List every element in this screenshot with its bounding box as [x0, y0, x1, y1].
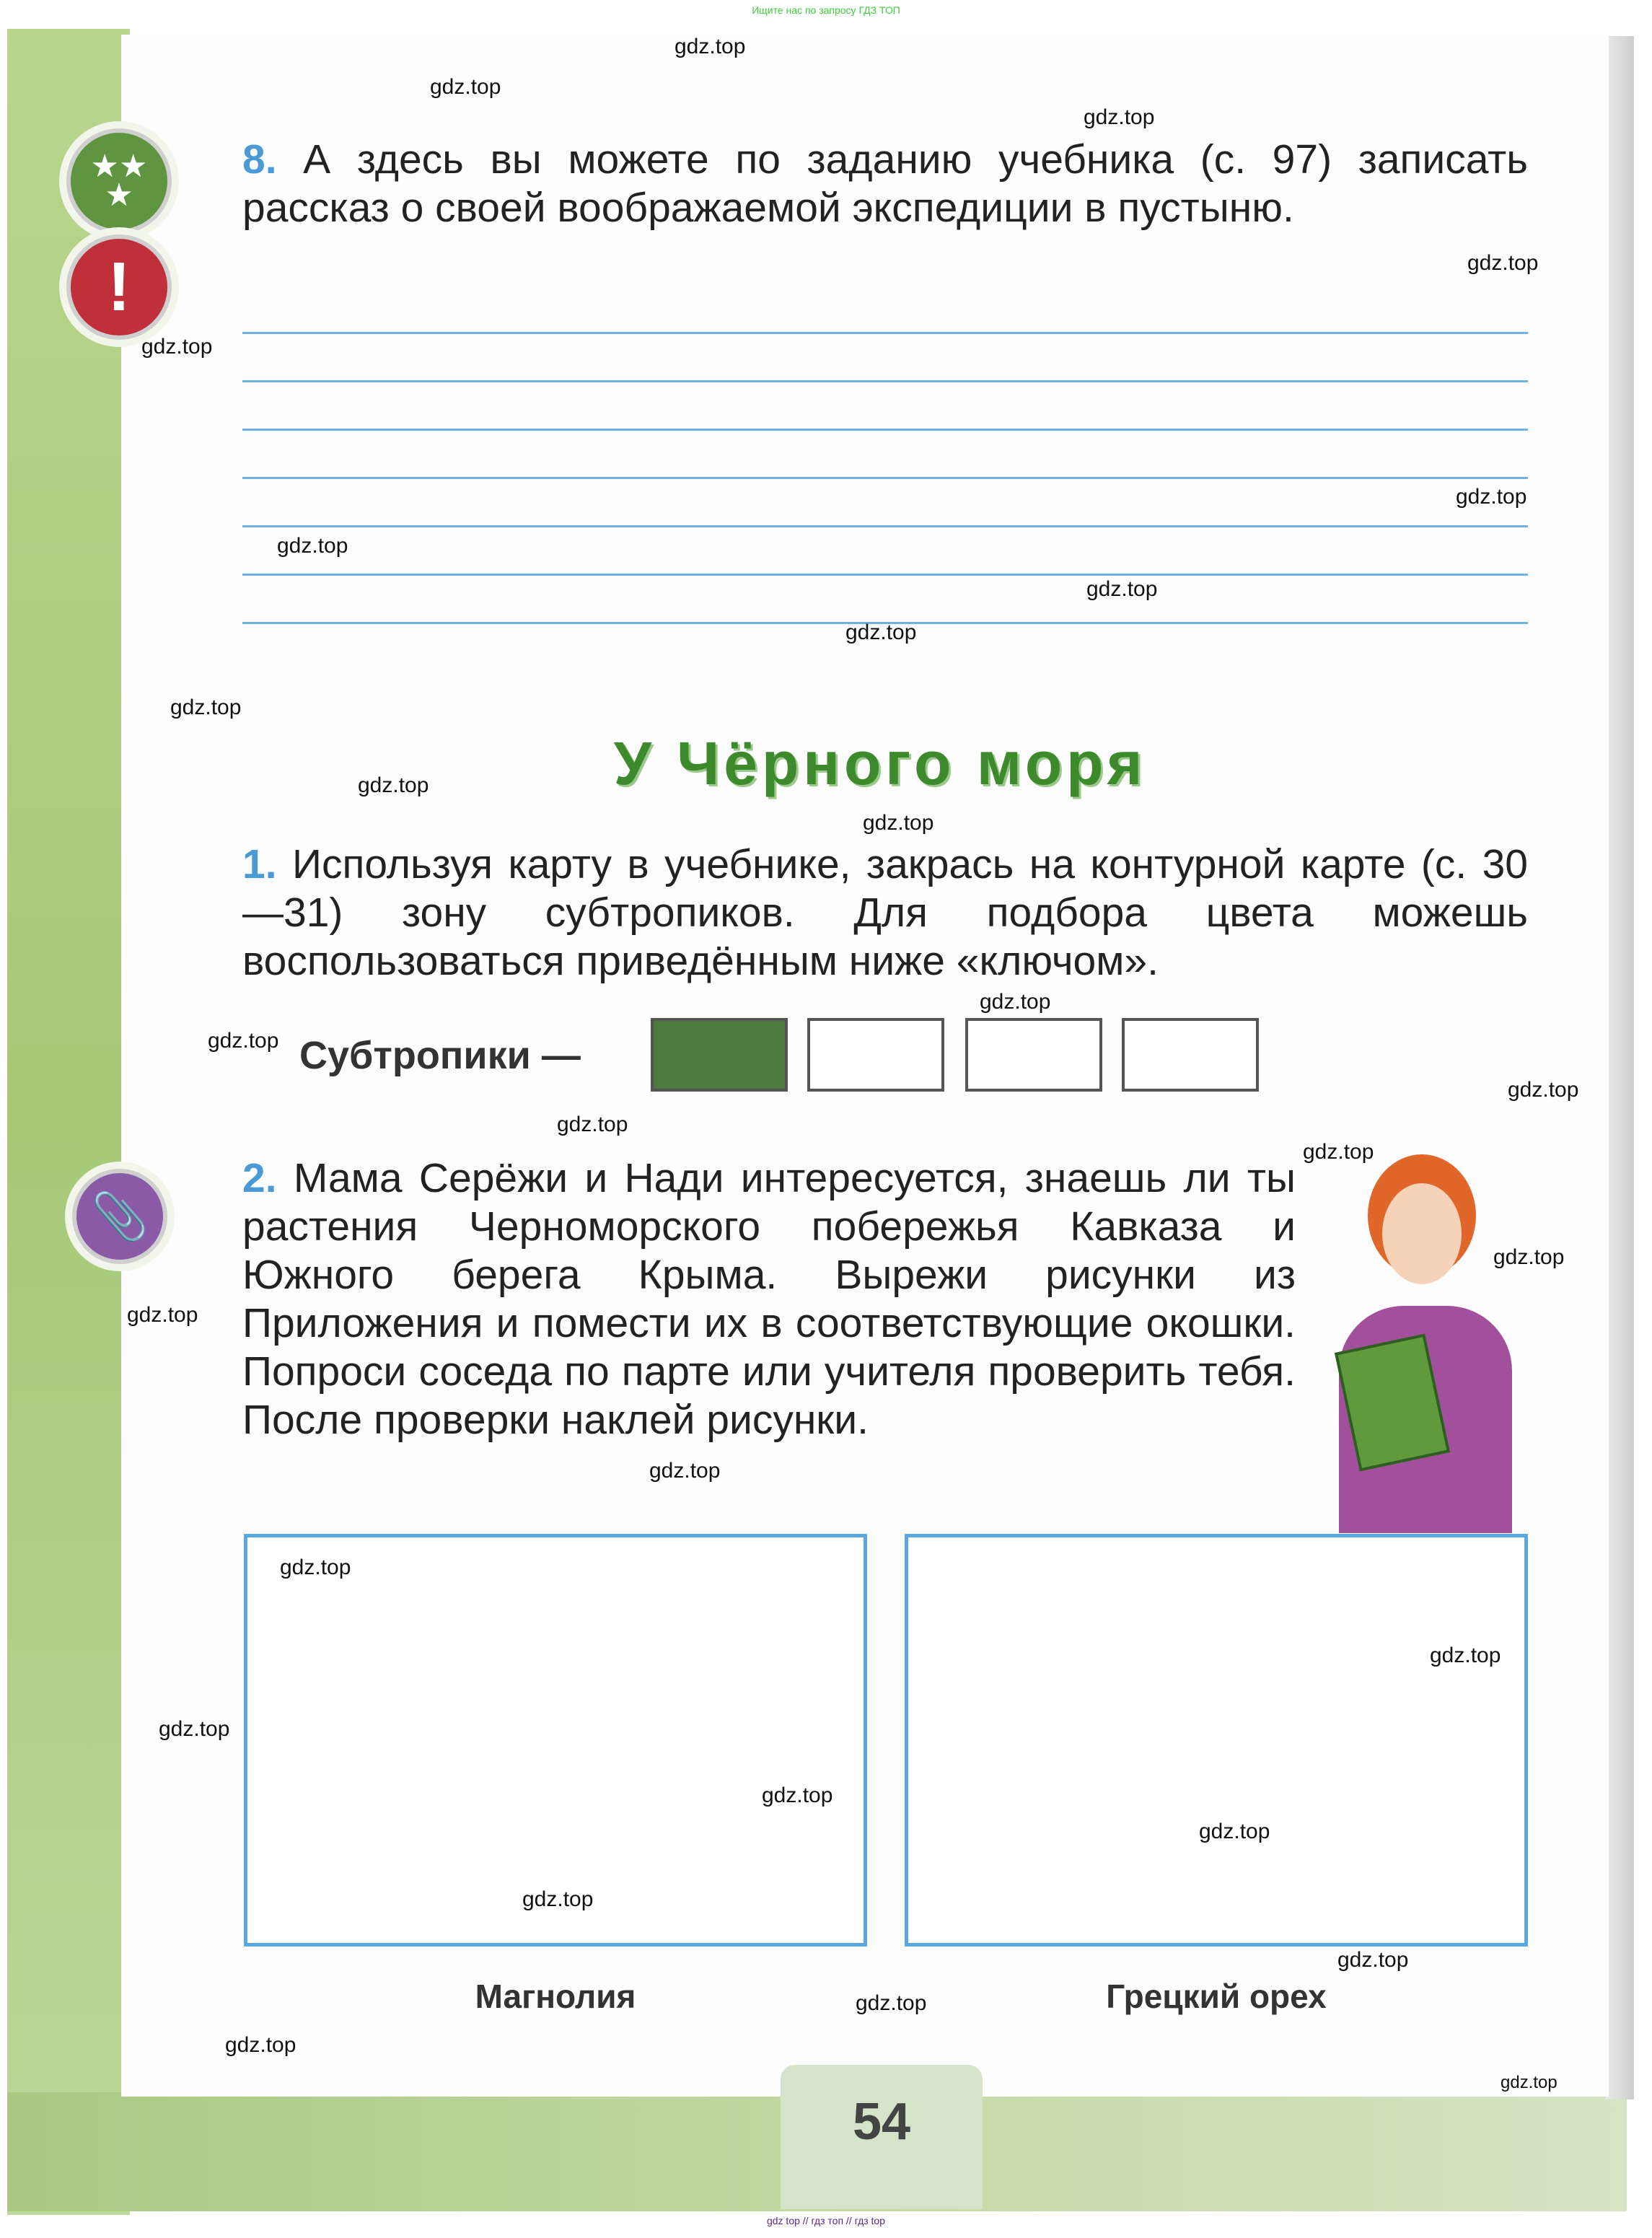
- watermark: gdz.top: [863, 811, 934, 835]
- watermark: gdz.top: [980, 990, 1051, 1014]
- left-margin-decoration: [7, 29, 130, 2215]
- watermark: gdz.top: [208, 1029, 279, 1053]
- caption-magnolia: Магнолия: [475, 1978, 636, 2015]
- watermark: gdz.top: [1199, 1820, 1270, 1843]
- search-hint: Ищите нас по запросу ГДЗ ТОП: [752, 4, 900, 16]
- watermark: gdz.top: [1337, 1948, 1409, 1972]
- writing-line: [242, 429, 1528, 431]
- watermark: gdz.top: [1501, 2073, 1557, 2092]
- task-number: 1.: [242, 841, 277, 887]
- task-text: Мама Серёжи и Нади интересуется, знаешь ли ты растения Черноморского побережья Кавказа и Южного берега Крыма. Вырежи рисунки из Приложения и помести их в соответствующие окошки. Попроси соседа по парте или учителя проверить тебя. После проверки наклей рисунки.: [242, 1155, 1296, 1443]
- watermark: gdz.top: [522, 1887, 594, 1911]
- watermark: gdz.top: [762, 1783, 833, 1807]
- watermark: gdz.top: [557, 1113, 628, 1136]
- watermark: gdz.top: [430, 75, 501, 99]
- sticker-box-walnut[interactable]: [905, 1534, 1528, 1947]
- task-text: А здесь вы можете по заданию учебника (с. 97) записать рассказ о своей воображаемой экспедиции в пустыню.: [242, 136, 1528, 231]
- writing-line: [242, 332, 1528, 334]
- key-color-box[interactable]: [1122, 1018, 1259, 1092]
- watermark: gdz.top: [280, 1555, 351, 1579]
- watermark: gdz.top: [1493, 1245, 1565, 1269]
- watermark: gdz.top: [1303, 1140, 1374, 1164]
- key-color-box[interactable]: [965, 1018, 1102, 1092]
- key-color-box-filled[interactable]: [651, 1018, 788, 1092]
- watermark: gdz.top: [649, 1459, 721, 1483]
- watermark: gdz.top: [1456, 485, 1527, 509]
- key-color-box[interactable]: [807, 1018, 944, 1092]
- watermark: gdz.top: [170, 695, 242, 719]
- watermark: gdz.top: [1086, 577, 1158, 601]
- watermark: gdz.top: [1508, 1078, 1579, 1102]
- task-8: [242, 136, 1528, 232]
- task-number: 2.: [242, 1155, 277, 1201]
- key-label: Субтропики —: [299, 1034, 581, 1077]
- girl-illustration: [1324, 1147, 1541, 1533]
- task-text: Используя карту в учебнике, закрась на контурной карте (с. 30—31) зону субтропиков. Для подбора цвета можешь воспользоваться приведённым ниже «ключом».: [242, 841, 1529, 984]
- writing-line: [242, 525, 1528, 527]
- writing-line: [242, 574, 1528, 576]
- page-edge: [1605, 36, 1634, 2099]
- watermark: gdz.top: [127, 1303, 198, 1327]
- page-number: 54: [852, 2093, 911, 2151]
- exclamation-icon: !: [66, 234, 172, 340]
- watermark: gdz.top: [358, 773, 429, 797]
- paperclip-icon: 📎: [72, 1169, 167, 1264]
- watermark: gdz.top: [1467, 251, 1539, 275]
- watermark: gdz.top: [225, 2033, 296, 2057]
- task-2: [242, 1154, 1296, 1444]
- task-1: [242, 841, 1528, 986]
- stars-icon: ★★ ★: [66, 128, 172, 234]
- sticker-box-magnolia[interactable]: [244, 1534, 867, 1947]
- writing-line: [242, 477, 1528, 479]
- watermark: gdz.top: [1084, 105, 1155, 129]
- writing-line: [242, 380, 1528, 382]
- footer-note: gdz top // гдз топ // гдз top: [766, 2215, 886, 2226]
- watermark: gdz.top: [675, 35, 746, 58]
- watermark: gdz.top: [159, 1717, 230, 1741]
- caption-walnut: Грецкий орех: [1106, 1978, 1327, 2015]
- task-number: 8.: [242, 136, 277, 183]
- section-title: У Чёрного моря: [613, 729, 1147, 797]
- watermark: gdz.top: [856, 1991, 927, 2015]
- watermark: gdz.top: [277, 534, 348, 558]
- watermark: gdz.top: [845, 620, 917, 644]
- watermark: gdz.top: [141, 335, 213, 359]
- watermark: gdz.top: [1430, 1644, 1501, 1667]
